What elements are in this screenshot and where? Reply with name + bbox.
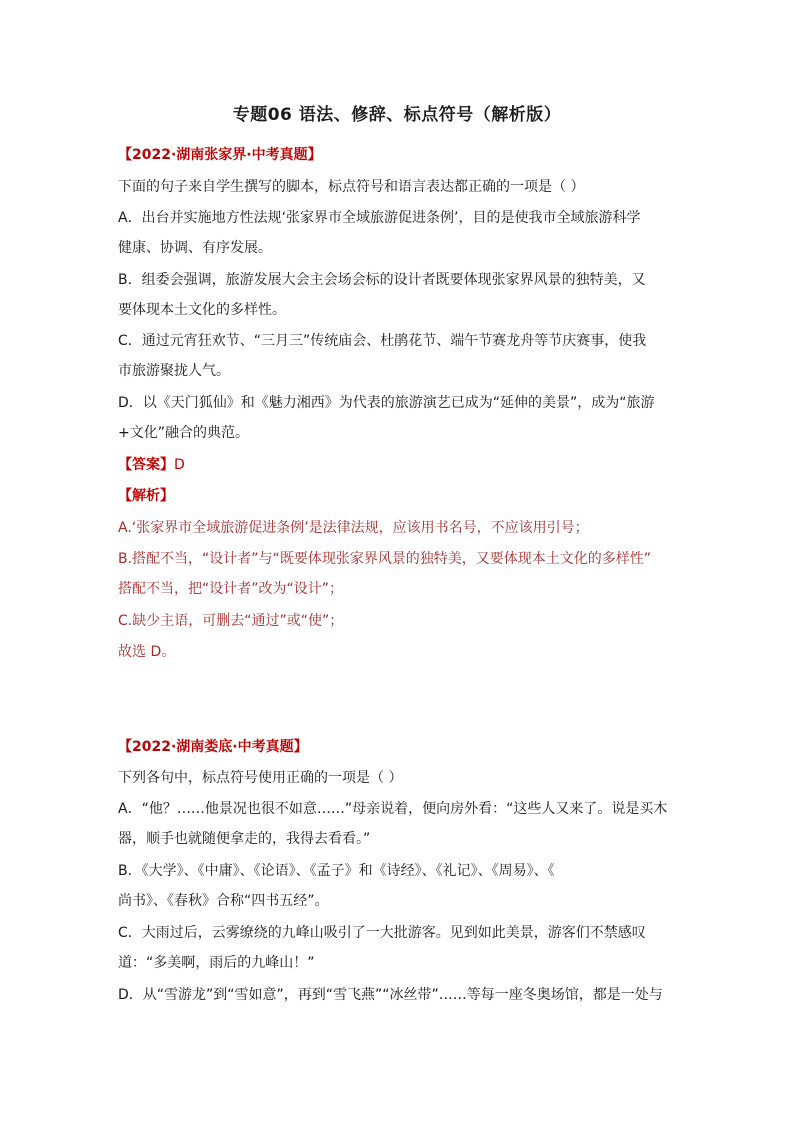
analysis-line: C.缺少主语，可删去“通过”或“使”； (118, 613, 344, 629)
page-title: 专题06 语法、修辞、标点符号（解析版） (232, 105, 562, 125)
answer-label: 【答案】 (118, 457, 174, 473)
analysis-label: 【解析】 (118, 488, 174, 504)
option-b-line2: 尚书》、《春秋》合称“四书五经”。 (118, 893, 329, 909)
answer-value: D (174, 457, 185, 473)
option-a-line2: 健康、协调、有序发展。 (118, 240, 272, 256)
option-b-line2: 要体现本土文化的多样性。 (118, 302, 286, 318)
option-c-line1: C．大雨过后，云雾缭绕的九峰山吸引了一大批游客。见到如此美景，游客们不禁感叹 (118, 925, 646, 941)
analysis-line: A.‘张家界市全域旅游促进条例’是法律法规，应该用书名号，不应该用引号； (118, 520, 589, 536)
option-c-line2: 道：“多美啊，雨后的九峰山！” (118, 955, 315, 971)
answer-row (118, 455, 185, 475)
option-c-line1: C．通过元宵狂欢节、“三月三”传统庙会、杜鹃花节、端午节赛龙舟等节庆赛事，使我 (118, 333, 647, 349)
option-a-line1: A．“他？……他景况也很不如意……”母亲说着，便向房外看：“这些人又来了。说是买木 (118, 801, 668, 817)
option-a-line2: 器，顺手也就随便拿走的，我得去看看。” (118, 831, 371, 847)
analysis-line: 搭配不当，把“设计者”改为“设计”； (118, 581, 344, 597)
question-stem: 下列各句中，标点符号使用正确的一项是（ ） (118, 770, 403, 786)
analysis-line: B.搭配不当，“设计者”与“既要体现张家界风景的独特美，又要体现本土文化的多样性” (118, 551, 652, 567)
option-a-line1: A．出台并实施地方性法规‘张家界市全域旅游促进条例’，目的是使我市全域旅游科学 (118, 210, 641, 226)
option-b-line1: B．《大学》、《中庸》、《论语》、《孟子》和《诗经》、《礼记》、《周易》、《 (118, 863, 555, 879)
question-stem: 下面的句子来自学生撰写的脚本，标点符号和语言表达都正确的一项是（ ） (118, 179, 585, 195)
option-d-line2: +文化”融合的典范。 (118, 425, 249, 441)
option-d-line1: D．从“雪游龙”到“雪如意”，再到“雪飞燕”“冰丝带”……等每一座冬奥场馆，都是一处与 (118, 987, 663, 1003)
source-tag: 【2022·湖南张家界·中考真题】 (118, 147, 322, 163)
source-tag: 【2022·湖南娄底·中考真题】 (118, 739, 308, 755)
analysis-conclusion: 故选 D。 (118, 644, 176, 660)
option-d-line1: D．以《天门狐仙》和《魅力湘西》为代表的旅游演艺已成为“延伸的美景”，成为“旅游 (118, 395, 655, 411)
option-b-line1: B．组委会强调，旅游发展大会主会场会标的设计者既要体现张家界风景的独特美，又 (118, 272, 646, 288)
option-c-line2: 市旅游聚拢人气。 (118, 363, 230, 379)
